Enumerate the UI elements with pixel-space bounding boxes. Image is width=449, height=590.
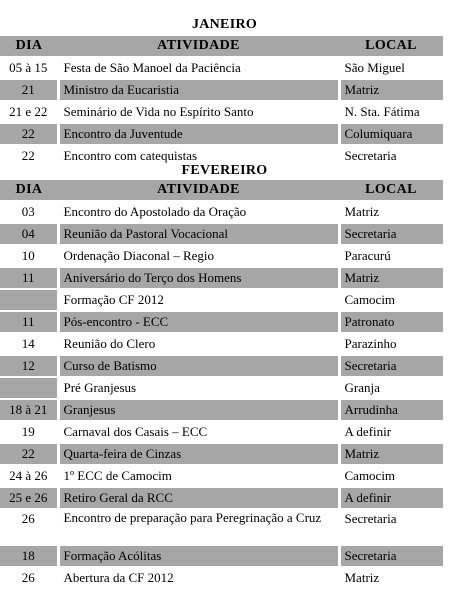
row-day: 22 [0,443,58,465]
row-activity: Carnaval dos Casais – ECC [58,421,339,443]
table-row [0,399,443,421]
header-activity: ATIVIDADE [58,36,339,57]
table-row [0,311,443,333]
row-location: Secretaria [339,509,443,545]
row-day: 26 [0,567,58,589]
row-location: Paracurú [339,245,443,267]
row-day: 25 e 26 [0,487,58,509]
row-day: 14 [0,333,58,355]
row-location: Matriz [339,79,443,101]
row-day: 04 [0,223,58,245]
row-activity: Pré Granjesus [58,377,339,399]
row-day: 24 à 26 [0,465,58,487]
row-day: 22 [0,123,58,145]
row-location: A definir [339,487,443,509]
row-activity: Reunião do Clero [58,333,339,355]
row-day: 18 à 21 [0,399,58,421]
row-activity: Quarta-feira de Cinzas [58,443,339,465]
table-row [0,567,443,589]
row-location: Granja [339,377,443,399]
table-row [0,79,443,101]
january-title: JANEIRO [191,17,258,32]
row-activity: Ministro da Eucaristia [58,79,339,101]
header-activity: ATIVIDADE [58,180,339,201]
row-location: Camocim [339,289,443,311]
row-location: Matriz [339,201,443,223]
table-row [0,545,443,567]
row-activity: Seminário de Vida no Espírito Santo [58,101,339,123]
table-row [0,267,443,289]
row-activity: Curso de Batismo [58,355,339,377]
row-day: 11 [0,267,58,289]
header-day: DIA [0,36,58,57]
row-location: Secretaria [339,145,443,167]
table-row [0,201,443,223]
table-row [0,289,443,311]
row-day: 19 [0,421,58,443]
row-activity: Festa de São Manoel da Paciência [58,57,339,79]
row-location: Secretaria [339,355,443,377]
row-day: 26 [0,509,58,545]
table-row [0,355,443,377]
row-activity: Encontro com catequistas [58,145,339,167]
row-location: Arrudinha [339,399,443,421]
row-day: 10 [0,245,58,267]
table-row [0,487,443,509]
header-location: LOCAL [339,36,443,57]
table-row [0,333,443,355]
row-activity: Formação Acólitas [58,545,339,567]
row-day [0,289,58,311]
february-title: FEVEREIRO [181,163,268,178]
row-day: 12 [0,355,58,377]
header-location: LOCAL [339,180,443,201]
row-activity: Abertura da CF 2012 [58,567,339,589]
table-row [0,223,443,245]
row-location: Matriz [339,267,443,289]
row-location: N. Sta. Fátima [339,101,443,123]
row-activity: Pós-encontro - ECC [58,311,339,333]
row-location: A definir [339,421,443,443]
row-location: Patronato [339,311,443,333]
table-row [0,123,443,145]
header-day: DIA [0,180,58,201]
table-header-row [0,180,443,201]
row-location: Secretaria [339,545,443,567]
table-header-row [0,36,443,57]
row-activity: Reunião da Pastoral Vocacional [58,223,339,245]
row-day: 21 e 22 [0,101,58,123]
table-row [0,421,443,443]
row-activity: Formação CF 2012 [58,289,339,311]
row-location: Columiquara [339,123,443,145]
row-activity: Ordenação Diaconal – Regio [58,245,339,267]
table-row [0,443,443,465]
row-activity: Encontro do Apostolado da Oração [58,201,339,223]
row-activity: Encontro da Juventude [58,123,339,145]
row-location: São Miguel [339,57,443,79]
table-row [0,465,443,487]
table-row [0,377,443,399]
table-row [0,101,443,123]
row-day: 05 à 15 [0,57,58,79]
row-location: Parazinho [339,333,443,355]
row-day: 03 [0,201,58,223]
table-row [0,57,443,79]
row-activity: Aniversário do Terço dos Homens [58,267,339,289]
row-activity: Retiro Geral da RCC [58,487,339,509]
row-location: Matriz [339,567,443,589]
february-table [0,180,443,590]
row-day: 11 [0,311,58,333]
row-location: Camocim [339,465,443,487]
row-activity: Encontro de preparação para Peregrinação a Cruz [58,509,339,545]
row-activity: 1º ECC de Camocim [58,465,339,487]
row-location: Secretaria [339,223,443,245]
row-day: 22 [0,145,58,167]
row-day: 21 [0,79,58,101]
january-table [0,36,443,168]
table-row [0,509,443,545]
row-day [0,377,58,399]
row-activity: Granjesus [58,399,339,421]
row-location: Matriz [339,443,443,465]
row-day: 18 [0,545,58,567]
table-row [0,245,443,267]
